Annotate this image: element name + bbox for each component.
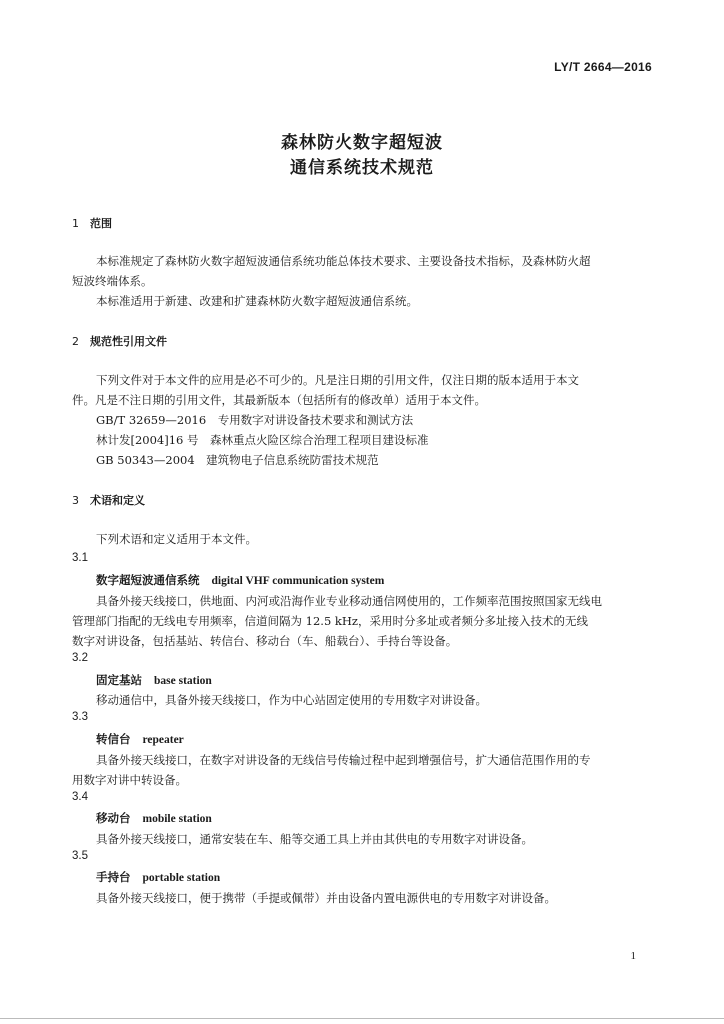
section-title: 规范性引用文件 xyxy=(90,335,167,348)
section-1-para-2: 本标准适用于新建、改建和扩建森林防火数字超短波通信系统。 xyxy=(96,294,418,308)
section-3-heading xyxy=(72,492,145,508)
term-english: digital VHF communication system xyxy=(211,575,385,587)
section-1-para-1-line-1: 本标准规定了森林防火数字超短波通信系统功能总体技术要求、主要设备技术指标，及森林防火超 xyxy=(96,254,591,268)
page-number: 1 xyxy=(630,950,636,962)
term-definition-line: 具备外接天线接口，供地面、内河或沿海作业专业移动通信网使用的，工作频率范围按照国家无线电 xyxy=(96,594,602,608)
term-english: portable station xyxy=(142,872,221,884)
section-title: 术语和定义 xyxy=(90,494,145,507)
clause-number: 3.1 xyxy=(72,552,88,564)
term-heading xyxy=(96,869,220,885)
term-chinese: 移动台 xyxy=(96,811,131,825)
clause-number: 3.4 xyxy=(72,791,88,803)
clause-number: 3.2 xyxy=(72,652,88,664)
document-title-line1: 森林防火数字超短波 xyxy=(281,133,443,153)
term-heading xyxy=(96,572,384,588)
document-title-line2: 通信系统技术规范 xyxy=(290,158,434,178)
term-definition-line: 用数字对讲中转设备。 xyxy=(72,773,187,787)
term-definition-line: 具备外接天线接口，便于携带（手提或佩带）并由设备内置电源供电的专用数字对讲设备。 xyxy=(96,891,556,905)
term-english: repeater xyxy=(142,734,184,746)
section-number: 2 xyxy=(72,335,79,348)
term-chinese: 转信台 xyxy=(96,732,131,746)
term-definition-line: 管理部门指配的无线电专用频率，信道间隔为 12.5 kHz，采用时分多址或者频分多址接入技术的无线 xyxy=(72,614,588,628)
term-chinese: 数字超短波通信系统 xyxy=(96,573,200,587)
normative-reference: 林计发[2004]16 号 森林重点火险区综合治理工程项目建设标准 xyxy=(96,433,429,447)
page-bottom-divider xyxy=(0,1018,724,1019)
section-2-para-line-1: 下列文件对于本文件的应用是必不可少的。凡是注日期的引用文件，仅注日期的版本适用于本文 xyxy=(96,373,579,387)
section-title: 范围 xyxy=(90,217,112,230)
standard-code: LY/T 2664—2016 xyxy=(554,60,652,74)
term-definition-line: 数字对讲设备，包括基站、转信台、移动台（车、船载台）、手持台等设备。 xyxy=(72,634,458,648)
term-heading xyxy=(96,672,212,688)
section-number: 3 xyxy=(72,494,79,507)
term-chinese: 固定基站 xyxy=(96,673,142,687)
section-2-para-line-2: 件。凡是不注日期的引用文件，其最新版本（包括所有的修改单）适用于本文件。 xyxy=(72,393,486,407)
term-chinese: 手持台 xyxy=(96,870,131,884)
clause-number: 3.3 xyxy=(72,711,88,723)
normative-reference: GB/T 32659—2016 专用数字对讲设备技术要求和测试方法 xyxy=(96,413,414,427)
term-english: base station xyxy=(154,675,212,687)
term-english: mobile station xyxy=(142,813,212,825)
normative-reference: GB 50343—2004 建筑物电子信息系统防雷技术规范 xyxy=(96,453,379,467)
term-heading xyxy=(96,810,212,826)
term-definition-line: 移动通信中，具备外接天线接口，作为中心站固定使用的专用数字对讲设备。 xyxy=(96,693,487,707)
section-number: 1 xyxy=(72,217,79,230)
term-heading xyxy=(96,731,184,747)
section-1-heading xyxy=(72,215,112,231)
section-3-intro: 下列术语和定义适用于本文件。 xyxy=(96,532,257,546)
section-1-para-1-line-2: 短波终端体系。 xyxy=(72,274,153,288)
term-definition-line: 具备外接天线接口，在数字对讲设备的无线信号传输过程中起到增强信号，扩大通信范围作用的专 xyxy=(96,753,591,767)
term-definition-line: 具备外接天线接口，通常安装在车、船等交通工具上并由其供电的专用数字对讲设备。 xyxy=(96,832,533,846)
section-2-heading xyxy=(72,333,167,349)
clause-number: 3.5 xyxy=(72,850,88,862)
